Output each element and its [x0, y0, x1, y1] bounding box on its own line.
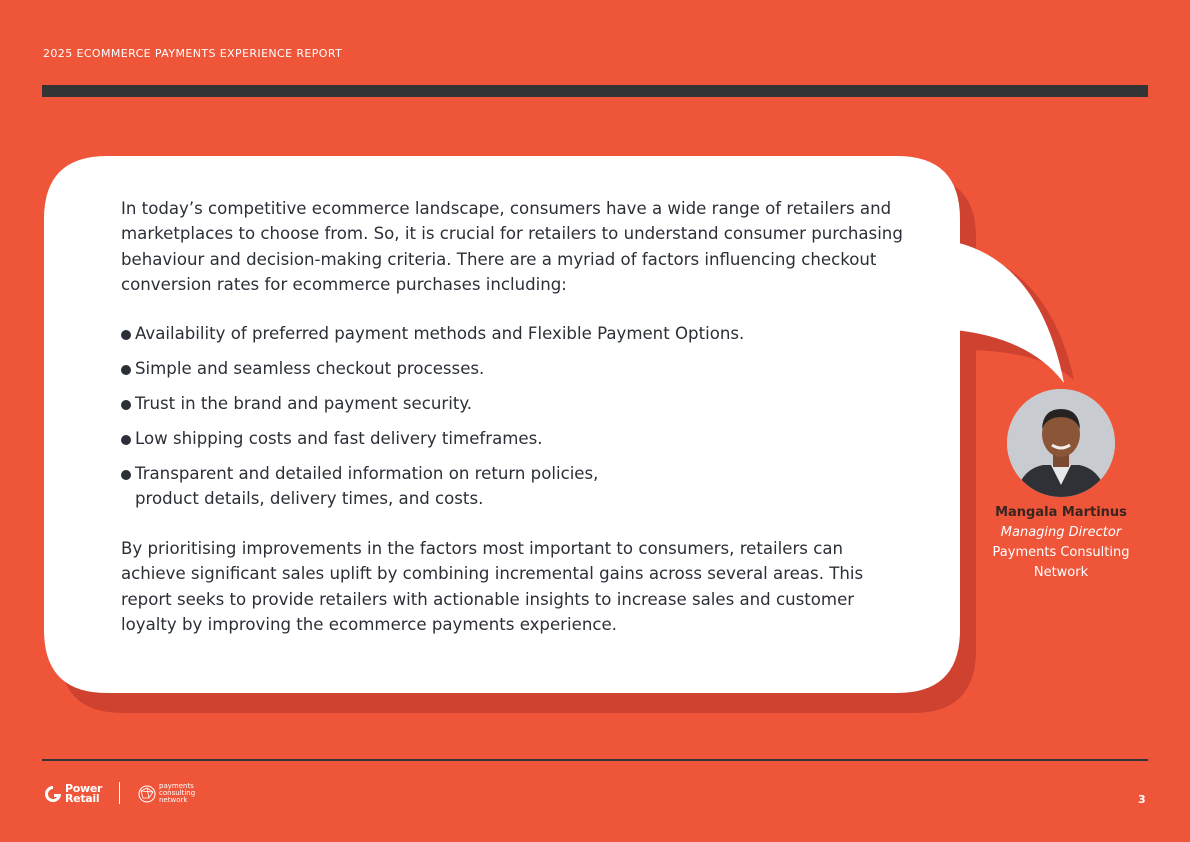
payments-consulting-network-logo: payments consulting network: [137, 783, 195, 804]
avatar: [1007, 389, 1115, 497]
person-credit: [980, 503, 1142, 583]
list-item: Availability of preferred payment methods and Flexible Payment Options.: [121, 321, 911, 346]
quote-text: [121, 196, 911, 637]
list-item: Trust in the brand and payment security.: [121, 391, 911, 416]
person-role: Managing Director: [1000, 525, 1122, 540]
page-number: 3: [1138, 793, 1146, 806]
bullet-icon: [121, 330, 131, 340]
conclusion-paragraph: By prioritising improvements in the factors most important to consumers, retailers can achieve significant sales uplift by combining incremental gains across several areas. This report seeks to provide retailers with actionable insights to increase sales and customer loyalty by improving the ecommerce payments experience.: [121, 538, 864, 635]
list-item: Simple and seamless checkout processes.: [121, 356, 911, 381]
bullet-icon: [121, 365, 131, 375]
person-name: Mangala Martinus: [995, 505, 1127, 520]
power-retail-logo-icon: [43, 784, 63, 804]
bullet-icon: [121, 435, 131, 445]
report-title: 2025 ECOMMERCE PAYMENTS EXPERIENCE REPORT: [43, 47, 343, 60]
power-retail-logo: Power Retail: [43, 782, 102, 806]
bullet-icon: [121, 470, 131, 480]
logo-divider: [119, 782, 120, 804]
bullet-icon: [121, 400, 131, 410]
footer-divider: [42, 759, 1148, 761]
list-item: Low shipping costs and fast delivery timeframes.: [121, 426, 911, 451]
list-item: Transparent and detailed information on return policies, product details, delivery times, and costs.: [121, 461, 625, 512]
factor-list: [121, 321, 911, 512]
intro-paragraph: In today’s competitive ecommerce landscape, consumers have a wide range of retailers and marketplaces to choose from. So, it is crucial for retailers to understand consumer purchasing behaviour and decision-making criteria. There are a myriad of factors influencing checkout conversion rates for ecommerce purchases including:: [121, 199, 903, 295]
network-globe-icon: [137, 784, 157, 804]
person-organization: Payments Consulting Network: [992, 545, 1130, 580]
person-portrait-icon: [1007, 389, 1115, 497]
